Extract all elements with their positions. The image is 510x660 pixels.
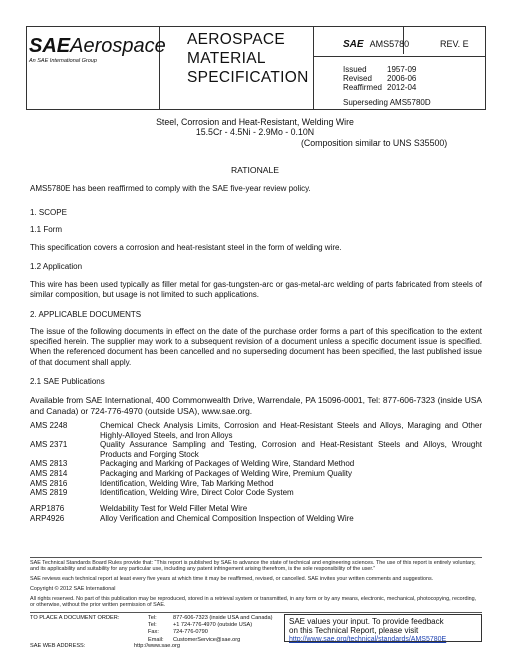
reference-row — [30, 469, 482, 479]
reference-id: AMS 2814 — [30, 468, 68, 478]
spec-title-line: Steel, Corrosion and Heat-Resistant, Welding Wire — [156, 117, 354, 127]
section-heading-scope: 1. SCOPE — [30, 208, 67, 217]
reference-title: Chemical Check Analysis Limits, Corrosion and Heat-Resistant Steels and Alloys, Maraging and Other Highly-Alloyed Steels, and Iron Alloys — [100, 421, 482, 440]
feedback-link[interactable]: http://www.sae.org/technical/standards/AMS5780E — [289, 636, 447, 643]
footer-divider — [30, 612, 482, 613]
spec-title-line: (Composition similar to UNS S35500) — [301, 138, 448, 148]
applicable-documents-text: The issue of the following documents in effect on the date of the purchase order forms a part of this specification to the extent specified herein. The supplier may work to a subsequent revision of a document unless a specific document issue is specified. When the referenced document has been cancelled and no superseding document has been specified, the last published issue of that document shall apply. — [30, 327, 482, 367]
reference-title: Packaging and Marking of Packages of Welding Wire, Standard Method — [100, 459, 355, 469]
reference-title: Quality Assurance Sampling and Testing, Corrosion and Heat-Resistant Steels and Alloys, Wrought Products and Forging Stock — [100, 440, 482, 459]
issued-date: Issued 1957-09 — [343, 65, 417, 74]
email-link[interactable]: CustomerService@sae.org — [173, 636, 241, 643]
reference-list — [30, 421, 482, 498]
reference-id: AMS 2819 — [30, 488, 68, 498]
reference-id: AMS 2816 — [30, 478, 68, 488]
reference-title: Weldability Test for Weld Filler Metal Wire — [100, 504, 248, 513]
reference-id: AMS 2371 — [30, 440, 68, 450]
section-heading-sae-publications: 2.1 SAE Publications — [30, 377, 105, 386]
document-type-title: AEROSPACE MATERIAL SPECIFICATION — [187, 31, 309, 86]
feedback-box: SAE values your input. To provide feedback on this Technical Report, please visit http://www.sae.org/technical/standards/AMS5780E — [284, 614, 482, 642]
reference-list — [30, 504, 482, 523]
phone-number[interactable]: +1 724-776-4970 (outside USA) — [173, 622, 253, 629]
form-text: This specification covers a corrosion and heat-resistant steel in the form of welding wire. — [30, 243, 342, 252]
reference-title: Alloy Verification and Chemical Composition Inspection of Welding Wire — [100, 513, 354, 523]
reference-row — [30, 488, 482, 498]
section-heading-applicable-documents: 2. APPLICABLE DOCUMENTS — [30, 310, 142, 319]
website-link[interactable]: http://www.sae.org — [134, 643, 181, 649]
spec-title-line: 15.5Cr - 4.5Ni - 2.9Mo - 0.10N — [195, 127, 315, 137]
header-divider — [313, 27, 314, 109]
phone-number[interactable]: 877-606-7323 (inside USA and Canada) — [173, 615, 273, 621]
reference-id: AMS 2813 — [30, 459, 68, 469]
reference-row — [30, 440, 482, 459]
superseding-note: Superseding AMS5780D — [343, 98, 431, 107]
reference-id: ARP1876 — [30, 504, 65, 513]
sae-web-address: SAE WEB ADDRESS: http://www.sae.org — [30, 643, 181, 649]
footer-copyright: Copyright © 2012 SAE International — [30, 586, 116, 592]
reference-row — [30, 514, 482, 524]
document-header — [26, 26, 486, 110]
reference-id: AMS 2248 — [30, 421, 68, 430]
reference-title: Identification, Welding Wire, Tab Marking Method — [100, 478, 274, 488]
document-number: SAE AMS5780 — [343, 39, 410, 50]
reference-id: ARP4926 — [30, 513, 65, 523]
reaffirmed-date: Reaffirmed 2012-04 — [343, 83, 417, 92]
reference-row — [30, 459, 482, 469]
rationale-heading: RATIONALE — [230, 165, 280, 175]
application-text: This wire has been used typically as filler metal for gas-tungsten-arc or gas-metal-arc welding of parts fabricated from steels of similar composition, but usage is not limited to such applications. — [30, 280, 482, 300]
header-divider — [313, 56, 485, 57]
reference-title: Packaging and Marking of Packages of Welding Wire, Premium Quality — [100, 468, 352, 478]
rationale-text: AMS5780E has been reaffirmed to comply with the SAE five-year review policy. — [30, 184, 311, 193]
section-heading-application: 1.2 Application — [30, 262, 83, 271]
reference-row — [30, 479, 482, 489]
footer-rights: All rights reserved. No part of this publication may be reproduced, stored in a retrieval system or transmitted, in any form or by any means, electronic, mechanical, photocopying, recording, or otherwise, without the prior written permission of SAE. — [30, 596, 477, 609]
footer-divider — [30, 557, 482, 558]
sae-publications-text: Available from SAE International, 400 Commonwealth Drive, Warrendale, PA 15096-0001, Tel: 877-606-7323 (inside USA and Canada) or 724-776-4970 (outside USA), www.sae.org. — [30, 395, 482, 416]
reference-row — [30, 421, 482, 440]
reference-row — [30, 504, 482, 514]
revision-label: REV. E — [440, 39, 469, 49]
footer-policy: SAE Technical Standards Board Rules provide that: “This report is published by SAE to advance the state of technical and engineering sciences. The use of this report is entirely voluntary, and its applicability and suitability for any particular use, including any patent infringement arising therefrom, is the sole responsibility of the user.” — [30, 560, 476, 573]
reference-title: Identification, Welding Wire, Direct Color Code System — [100, 488, 294, 498]
revised-date: Revised 2006-06 — [343, 74, 417, 83]
section-heading-form: 1.1 Form — [30, 225, 63, 234]
sae-aerospace-logo: SAEAerospace An SAE International Group — [29, 35, 166, 64]
footer-review: SAE reviews each technical report at least every five years at which time it may be reaffirmed, revised, or cancelled. SAE invites your written comments and suggestions. — [30, 576, 434, 582]
